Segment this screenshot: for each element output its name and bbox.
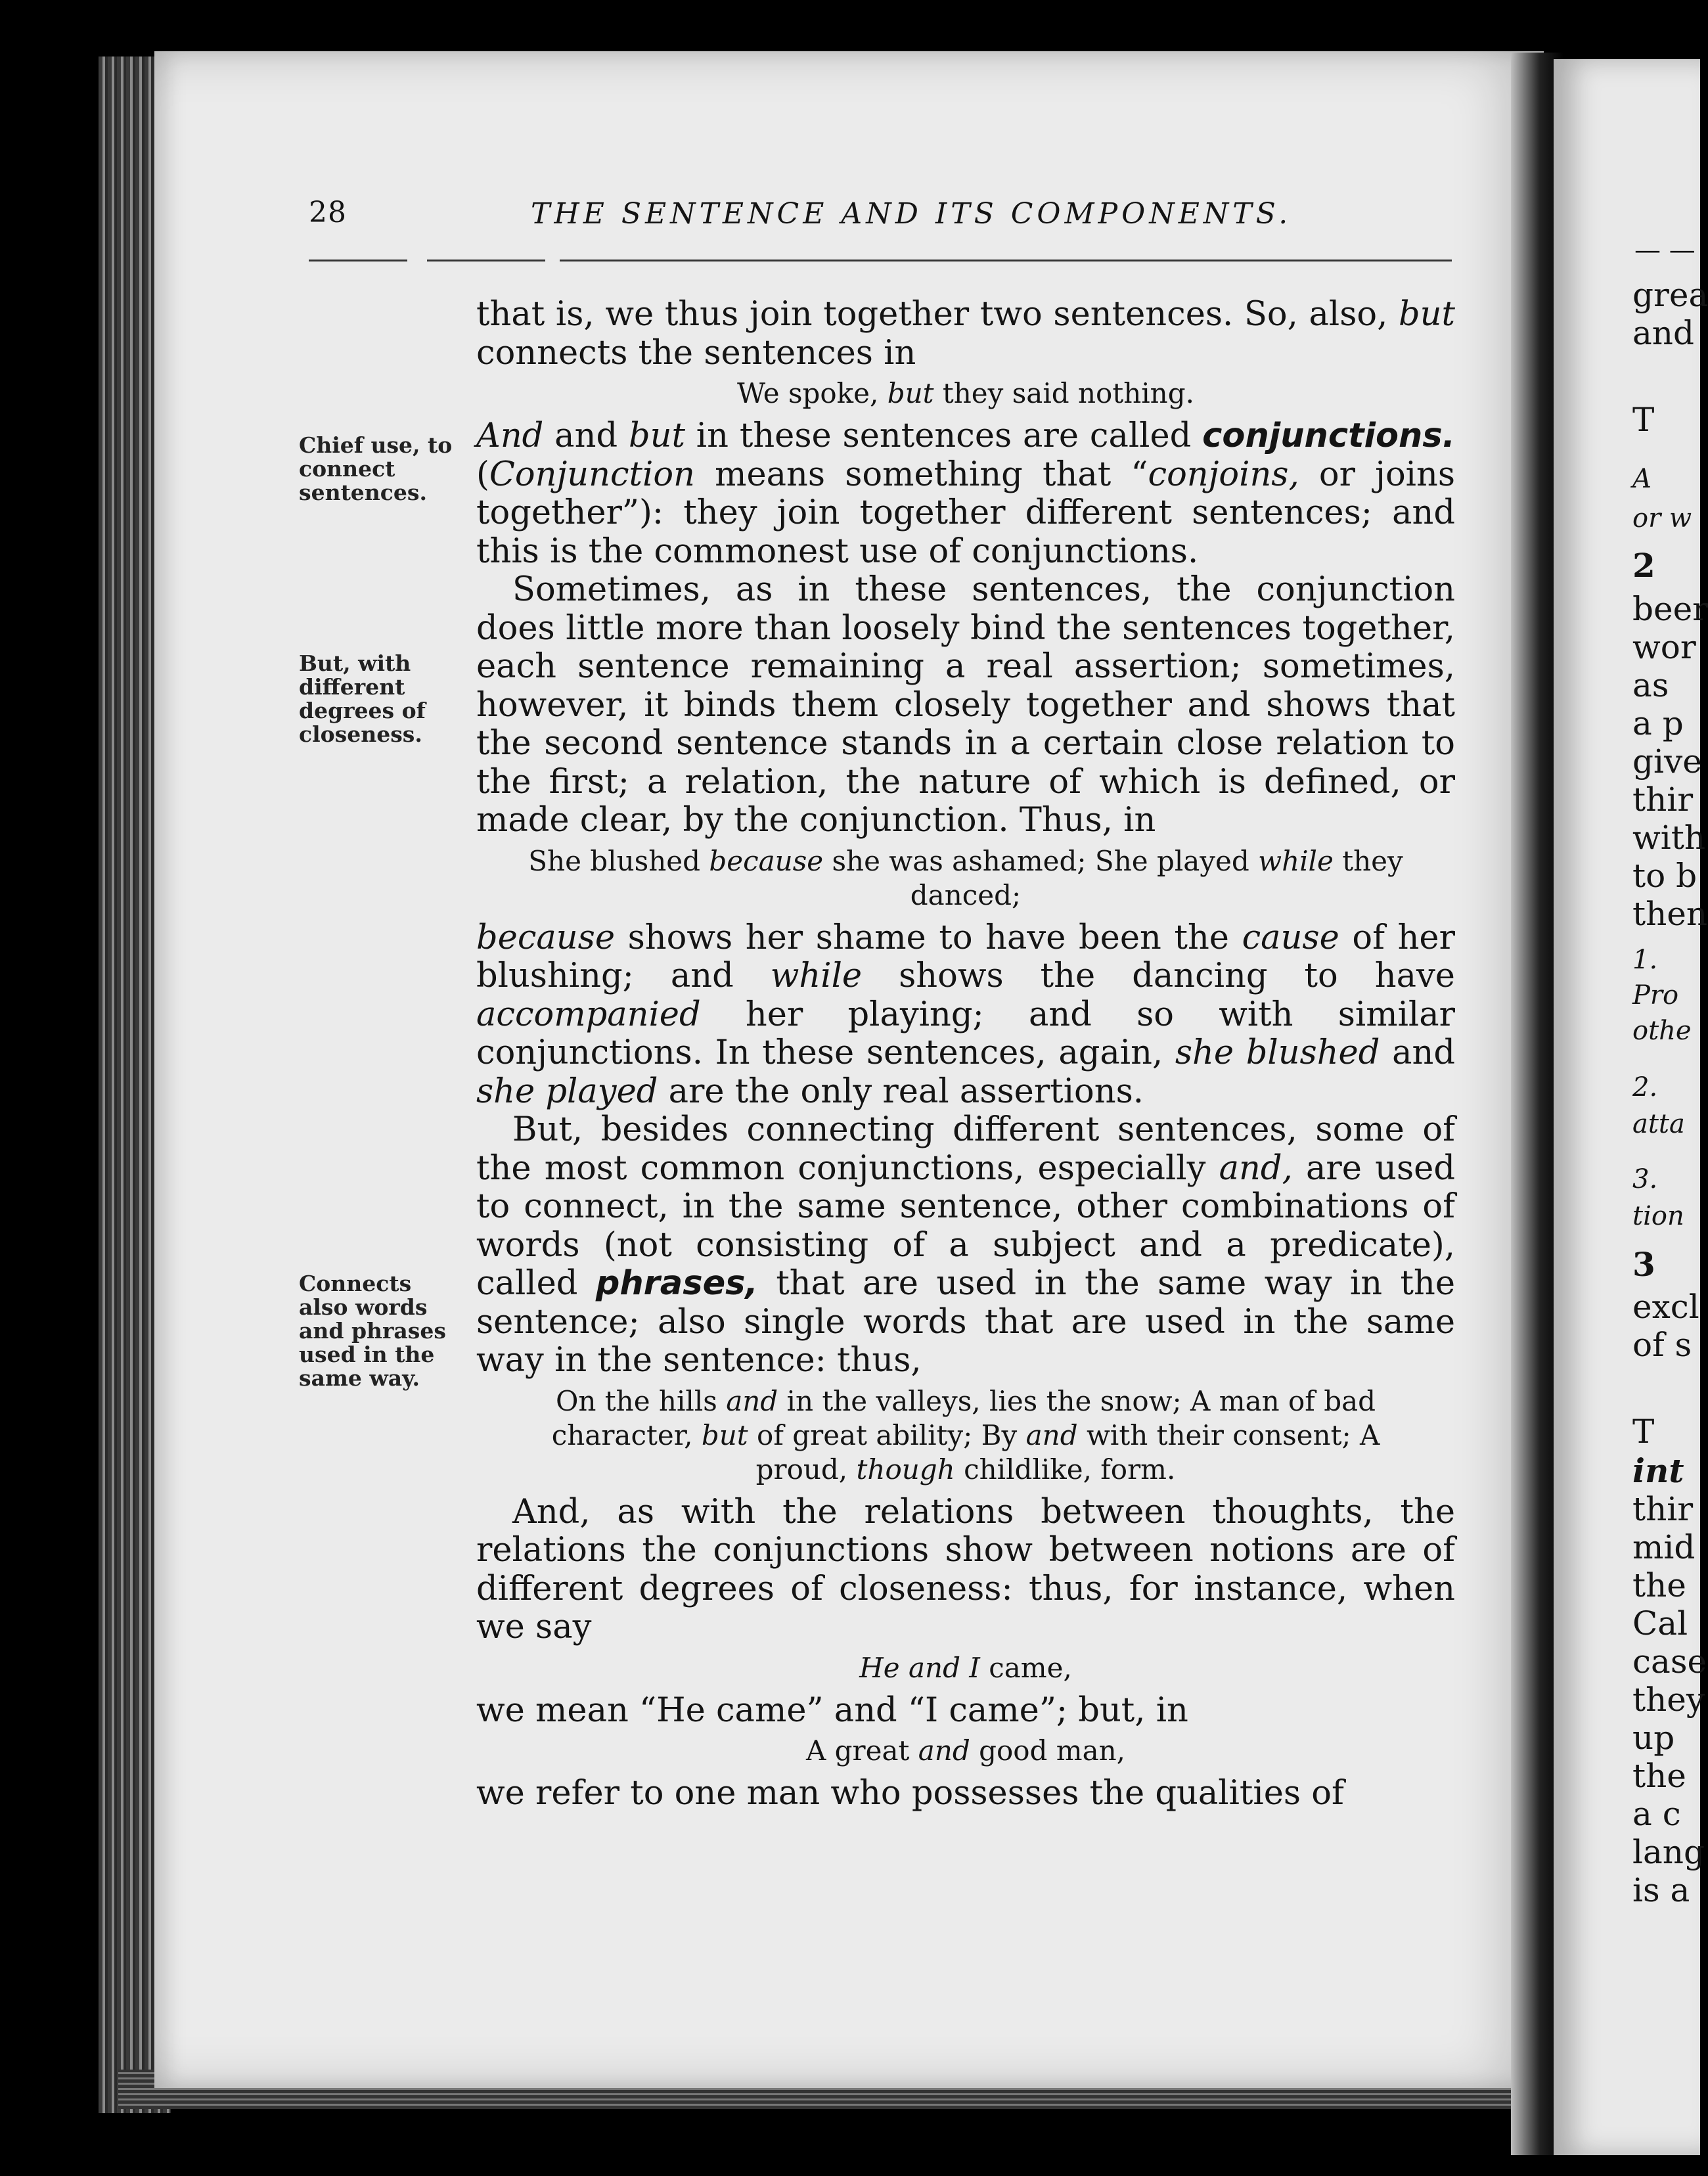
margin-note: But, with different degrees of closeness. [299,650,426,747]
paragraph [476,417,1455,571]
right-page-fragment: case [1632,1643,1707,1681]
italic-run: He and I [859,1651,980,1684]
right-page-fragment: a p [1632,704,1684,742]
text-run: came, [979,1651,1072,1684]
text-run: ( [476,455,489,494]
paragraph: And, as with the relations between thoughts, the relations the conjunctions show between notions are of different degrees of closeness: thus, for instance, when we say [476,1492,1455,1646]
right-page-fragment: atta [1632,1109,1685,1139]
right-page-fragment: and [1632,314,1695,352]
key-term: phrases, [595,1264,758,1303]
text-run: connects the sentences in [476,333,916,373]
margin-note: Connects also words and phrases used in the same way. [299,1271,446,1391]
text-run: of great ability; By [748,1418,1026,1451]
example-sentence [476,1734,1455,1768]
example-sentence [476,1651,1455,1685]
right-page-fragment: lang [1632,1833,1705,1871]
right-page-fragment: beer [1632,590,1708,628]
right-page-fragment: or w [1632,503,1692,533]
right-page-fragment: then [1632,895,1708,933]
text-run: childlike, form. [955,1453,1176,1485]
italic-run: and [918,1734,970,1767]
right-page-fragment: othe [1632,1016,1692,1046]
paragraph [476,296,1455,373]
right-page-fragment: as [1632,666,1669,704]
right-page-fragment: 3 [1632,1245,1655,1284]
header-rule-gap [407,260,427,261]
right-page-fragment: thir [1632,781,1694,819]
right-page-fragment: the [1632,1566,1686,1604]
italic-run: she blushed [1175,1033,1380,1072]
text-run: they danced; [910,844,1403,911]
right-page-fragment: Cal [1632,1604,1688,1643]
running-head: THE SENTENCE AND ITS COMPONENTS. [531,197,1292,231]
text-run: of her blushing; and [476,918,1455,995]
italic-run: because [476,918,615,957]
text-run: with their consent; A proud, [755,1418,1380,1485]
right-page-fragment: grea [1632,276,1708,314]
text-run: her playing; and so with similar conjunctions. In these sentences, again, [476,995,1455,1072]
right-page-fragment: give [1632,742,1702,781]
italic-run: and, [1219,1148,1293,1188]
text-run: in these sentences are called [685,417,1203,455]
example-sentence [476,376,1455,411]
italic-run: and [1025,1418,1078,1451]
text-run: On the hills [555,1384,727,1417]
text-run: that are used in the same way in the sentence; also single words that are used in the same way in the sentence: thus, [476,1264,1456,1380]
right-page-fragment: int [1632,1451,1684,1490]
text-run: are used to connect, in the same sentence, other combinations of words (not consisting of a subject and a predicate), called [476,1148,1455,1303]
paragraph: Sometimes, as in these sentences, the conjunction does little more than loosely bind the sentences together, each sentence remaining a real assertion; sometimes, however, it binds them closely together and shows that the second sentence stands in a certain close relation to the first; a relation, the nature of which is defined, or made clear, by the conjunction. Thus, in [476,570,1455,840]
right-page-fragment: mid [1632,1528,1696,1566]
italic-run: while [770,957,863,995]
text-run: shows the dancing to have [862,957,1455,995]
right-page-fragment: tion [1632,1201,1684,1231]
key-term: conjunctions. [1202,417,1456,455]
right-page-fragment: with [1632,819,1706,857]
text-run: shows her shame to have been the [615,918,1242,957]
right-page-fragment: T [1632,401,1655,439]
right-page-fragment: thir [1632,1490,1694,1528]
text-run: We spoke, [737,377,888,409]
italic-run: while [1258,844,1334,877]
page-number: 28 [309,196,347,229]
paragraph: we mean “He came” and “I came”; but, in [476,1690,1188,1730]
page-header [309,191,1452,243]
italic-run: and [726,1384,778,1417]
italic-run: but [1399,295,1455,334]
right-page-fragment: a c [1632,1795,1681,1833]
text-run: good man, [970,1734,1126,1767]
right-page-fragment: up [1632,1719,1675,1757]
margin-note: Chief use, to connect sentences. [299,432,453,505]
paragraph: we refer to one man who possesses the qualities of [476,1774,1344,1813]
paragraph [476,1111,1455,1380]
body-text [476,296,1455,1813]
paragraph [476,919,1455,1112]
right-page-fragment: to b [1632,857,1697,895]
right-page-rule: — — [1634,235,1696,265]
italic-run: but [701,1418,748,1451]
text-run: means something that “ [694,455,1148,494]
text-run: A great [805,1734,918,1767]
right-page-fragment: the [1632,1757,1686,1795]
example-sentence [476,1384,1455,1487]
italic-run: she played [476,1072,658,1111]
text-run: in the valleys, lies the snow; A man of bad character, [551,1384,1376,1451]
italic-run: though [856,1453,955,1485]
right-page-fragment: is a [1632,1871,1690,1909]
italic-run: accompanied [476,995,701,1034]
right-page-fragment: they [1632,1681,1705,1719]
text-run: and [1380,1033,1455,1072]
right-page-fragment: 1. [1632,945,1658,975]
header-rule-gap [545,260,560,261]
italic-run: but [887,377,934,409]
right-page-fragment: wor [1632,628,1696,666]
right-page-fragment: A [1632,464,1652,494]
text-run: that is, we thus join together two sentences. So, also, [476,295,1399,334]
italic-run: Conjunction [489,455,695,494]
text-run: they said nothing. [933,377,1194,409]
text-run: she was ashamed; She played [823,844,1259,877]
italic-run: because [709,844,824,877]
italic-run: conjoins, [1148,455,1299,494]
text-run: are the only real assertions. [658,1072,1144,1111]
italic-run: but [628,417,685,455]
example-sentence [476,844,1455,913]
right-page-fragment: T [1632,1413,1655,1451]
right-page-fragment: excl [1632,1288,1699,1326]
right-page-fragment: Pro [1632,980,1679,1010]
italic-run: And [476,417,544,455]
header-rule [309,260,1452,261]
right-page-fragment: of s [1632,1326,1692,1364]
text-run: She blushed [528,844,709,877]
right-page-fragment: 2. [1632,1072,1658,1102]
right-page-fragment: 3. [1632,1164,1658,1194]
right-page-fragment: 2 [1632,546,1655,585]
text-run: and [543,417,629,455]
italic-run: cause [1242,918,1339,957]
text-run: or joins together”): they join together different sentences; and this is the commonest use of conjunctions. [476,455,1455,571]
text-run: But, besides connecting different sentences, some of the most common conjunctions, especially [476,1110,1455,1188]
